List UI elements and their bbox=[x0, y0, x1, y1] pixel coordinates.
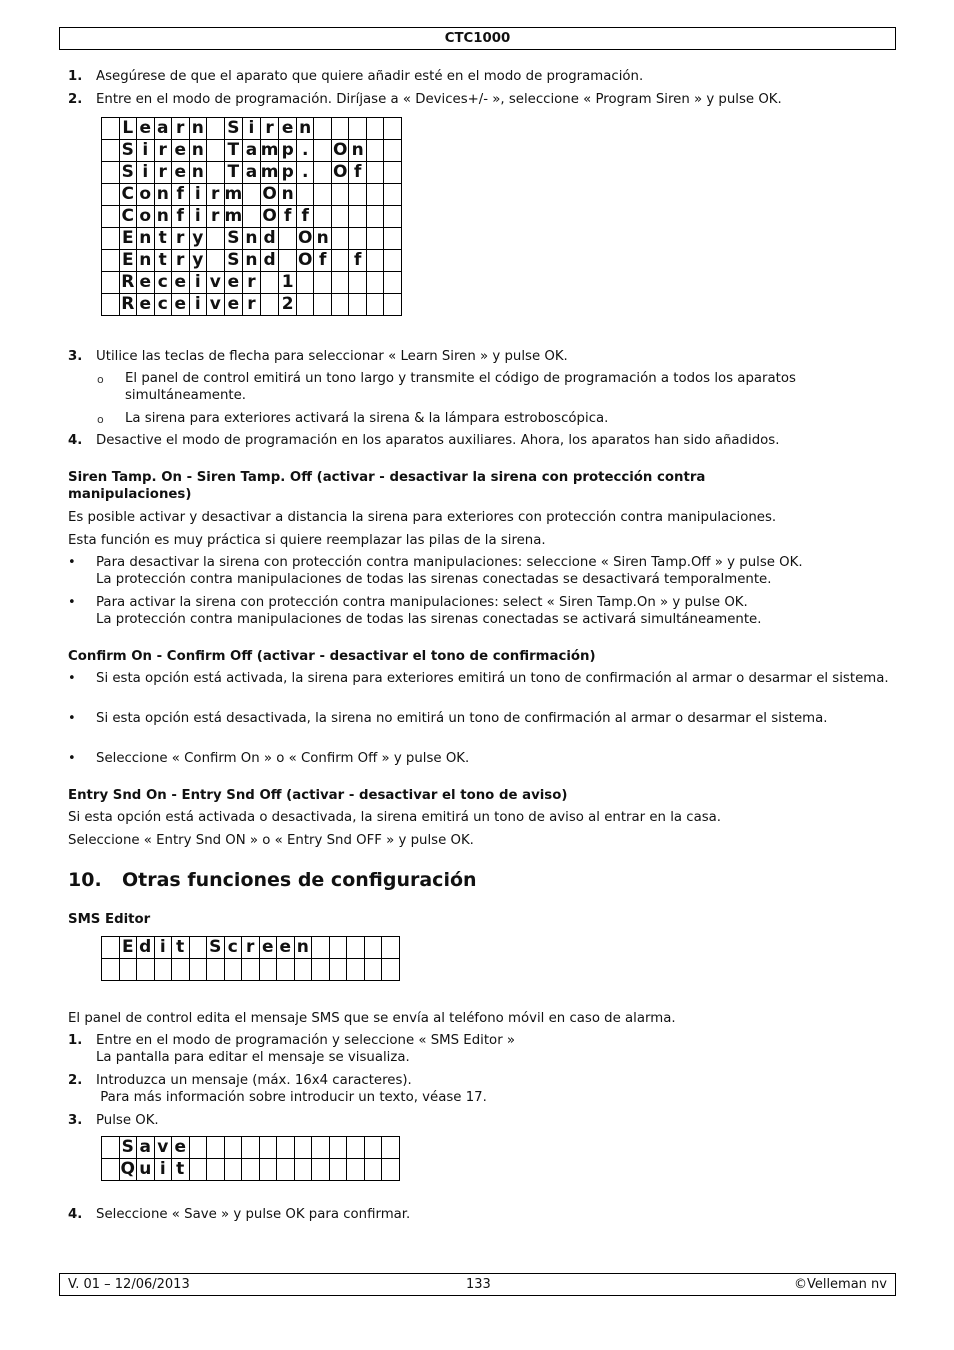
lcd-cell bbox=[242, 959, 260, 981]
lcd-cell: n bbox=[294, 937, 312, 959]
lcd-cell bbox=[294, 959, 312, 981]
lcd-cell bbox=[347, 1137, 365, 1159]
lcd-cell bbox=[384, 294, 402, 316]
lcd-row bbox=[102, 250, 402, 272]
lcd-row bbox=[102, 140, 402, 162]
lcd-cell: m bbox=[224, 206, 243, 226]
sub-bullet-text: La sirena para exteriores activará la sirena & la lámpara estroboscópica. bbox=[125, 411, 609, 426]
lcd-cell: n bbox=[137, 250, 155, 272]
step-text: Pulse OK. bbox=[96, 1113, 159, 1128]
lcd-cell bbox=[189, 959, 207, 981]
lcd-cell: m bbox=[224, 184, 243, 204]
lcd-cell: r bbox=[243, 272, 261, 294]
step-text: Entre en el modo de programación y seleccione « SMS Editor » bbox=[96, 1033, 516, 1048]
lcd-cell bbox=[243, 206, 261, 228]
lcd-cell: r bbox=[207, 206, 225, 228]
lcd-row bbox=[102, 1137, 400, 1159]
lcd-cell bbox=[364, 959, 382, 981]
lcd-cell bbox=[347, 937, 365, 959]
lcd-cell bbox=[207, 162, 225, 184]
lcd-cell: e bbox=[172, 140, 190, 162]
lcd-cell: a bbox=[243, 140, 261, 162]
lcd-cell: n bbox=[189, 140, 207, 162]
lcd-cell: e bbox=[137, 294, 155, 316]
bullet-text: Si esta opción está desactivada, la sirena no emitirá un tono de confirmación al armar o desarmar el sistema. bbox=[96, 711, 828, 726]
lcd-cell: e bbox=[172, 1137, 190, 1159]
lcd-cell: E bbox=[119, 228, 137, 250]
lcd-cell bbox=[349, 206, 367, 228]
lcd-cell: E bbox=[119, 250, 137, 272]
lcd-cell: S bbox=[119, 162, 137, 184]
lcd-cell: t bbox=[172, 1159, 190, 1181]
lcd-cell bbox=[349, 294, 367, 316]
lcd-cell bbox=[366, 272, 384, 294]
bullet-text: La protección contra manipulaciones de todas las sirenas conectadas se desactivará temporalmente. bbox=[96, 572, 772, 587]
document-title: CTC1000 bbox=[444, 31, 511, 46]
lcd-cell: u bbox=[137, 1159, 155, 1181]
paragraph: Seleccione « Entry Snd ON » o « Entry Snd OFF » y pulse OK. bbox=[68, 833, 474, 848]
lcd-cell bbox=[366, 140, 384, 162]
step-number: 2. bbox=[68, 92, 83, 107]
lcd-cell: O bbox=[260, 184, 279, 206]
lcd-row bbox=[102, 184, 402, 206]
lcd-cell: S bbox=[224, 250, 243, 272]
lcd-cell: e bbox=[224, 294, 243, 316]
step-text: Introduzca un mensaje (máx. 16x4 caracteres). bbox=[96, 1073, 412, 1088]
lcd-cell: n bbox=[189, 118, 207, 140]
lcd-cell: m bbox=[260, 162, 279, 182]
lcd-cell bbox=[329, 959, 347, 981]
lcd-cell: e bbox=[172, 294, 190, 316]
lcd-cell bbox=[347, 959, 365, 981]
bullet-text: Para desactivar la sirena con protección contra manipulaciones: seleccione « Siren Tamp.Off » y pulse OK. bbox=[96, 555, 803, 570]
lcd-cell: i bbox=[243, 118, 261, 140]
lcd-cell bbox=[189, 937, 207, 959]
lcd-cell: m bbox=[260, 140, 279, 160]
lcd-cell bbox=[314, 162, 332, 184]
lcd-cell: T bbox=[224, 140, 243, 162]
lcd-cell bbox=[207, 118, 225, 140]
lcd-cell: y bbox=[189, 228, 207, 250]
lcd-cell: n bbox=[137, 228, 155, 250]
lcd-cell bbox=[224, 1159, 242, 1181]
lcd-cell bbox=[329, 1159, 347, 1181]
lcd-cell bbox=[207, 1137, 225, 1159]
lcd-save-quit-grid bbox=[101, 1136, 400, 1181]
section-heading: Entry Snd On - Entry Snd Off (activar - desactivar el tono de aviso) bbox=[68, 788, 568, 803]
page-footer bbox=[59, 1273, 896, 1296]
lcd-cell: r bbox=[207, 184, 225, 206]
lcd-cell bbox=[384, 184, 402, 206]
lcd-cell bbox=[366, 250, 384, 272]
lcd-cell: i bbox=[137, 140, 155, 162]
lcd-cell: e bbox=[137, 272, 155, 294]
lcd-cell: t bbox=[154, 250, 172, 272]
lcd-cell bbox=[260, 272, 279, 294]
lcd-cell bbox=[314, 272, 332, 294]
step-text: Desactive el modo de programación en los aparatos auxiliares. Ahora, los aparatos han sido añadidos. bbox=[96, 433, 780, 448]
lcd-cell bbox=[102, 184, 120, 206]
lcd-cell: f bbox=[172, 184, 190, 206]
lcd-cell bbox=[224, 1137, 242, 1159]
lcd-cell bbox=[349, 272, 367, 294]
lcd-cell: S bbox=[119, 140, 137, 162]
lcd-cell bbox=[384, 250, 402, 272]
step-number: 1. bbox=[68, 1033, 83, 1048]
lcd-cell: E bbox=[119, 937, 137, 959]
lcd-cell bbox=[366, 162, 384, 184]
lcd-cell: t bbox=[172, 937, 190, 959]
lcd-cell: f bbox=[349, 162, 367, 184]
lcd-cell: c bbox=[154, 294, 172, 316]
lcd-cell: a bbox=[137, 1137, 155, 1159]
lcd-cell bbox=[102, 228, 120, 250]
lcd-cell bbox=[189, 1159, 207, 1181]
step-number: 1. bbox=[68, 69, 83, 84]
lcd-cell bbox=[242, 1159, 260, 1181]
bullet-text: Seleccione « Confirm On » o « Confirm Off » y pulse OK. bbox=[96, 751, 470, 766]
lcd-cell bbox=[102, 294, 120, 316]
lcd-cell: C bbox=[119, 206, 137, 228]
lcd-cell bbox=[382, 1137, 400, 1159]
lcd-cell bbox=[296, 272, 314, 294]
lcd-cell: r bbox=[154, 162, 172, 184]
lcd-cell bbox=[382, 959, 400, 981]
lcd-row bbox=[102, 937, 400, 959]
lcd-cell bbox=[331, 184, 349, 206]
lcd-cell bbox=[312, 1137, 330, 1159]
lcd-cell: p bbox=[279, 162, 297, 184]
lcd-cell: r bbox=[243, 294, 261, 316]
lcd-cell: R bbox=[119, 294, 137, 316]
lcd-cell bbox=[207, 959, 225, 981]
lcd-cell: n bbox=[154, 206, 172, 228]
step-number: 4. bbox=[68, 1207, 83, 1222]
lcd-cell: d bbox=[260, 250, 279, 272]
lcd-cell bbox=[384, 140, 402, 162]
lcd-cell: r bbox=[260, 118, 279, 140]
lcd-cell bbox=[384, 228, 402, 250]
lcd-cell: v bbox=[154, 1137, 172, 1159]
lcd-cell: n bbox=[243, 250, 261, 272]
lcd-cell bbox=[384, 272, 402, 294]
lcd-cell: S bbox=[119, 1137, 137, 1159]
lcd-cell: R bbox=[119, 272, 137, 294]
lcd-cell bbox=[331, 228, 349, 250]
lcd-cell bbox=[366, 294, 384, 316]
lcd-cell bbox=[259, 1137, 277, 1159]
lcd-cell: o bbox=[137, 206, 155, 228]
lcd-cell bbox=[224, 959, 242, 981]
lcd-cell bbox=[314, 118, 332, 140]
lcd-cell: O bbox=[260, 206, 279, 228]
lcd-row bbox=[102, 272, 402, 294]
step-number: 2. bbox=[68, 1073, 83, 1088]
lcd-cell: C bbox=[119, 184, 137, 206]
lcd-cell bbox=[243, 184, 261, 206]
lcd-cell: n bbox=[314, 228, 332, 250]
lcd-cell bbox=[314, 294, 332, 316]
lcd-cell: i bbox=[154, 937, 172, 959]
lcd-row bbox=[102, 1159, 400, 1181]
lcd-cell: e bbox=[277, 937, 295, 959]
lcd-cell: r bbox=[172, 118, 190, 140]
lcd-cell: n bbox=[349, 140, 367, 162]
lcd-cell bbox=[259, 1159, 277, 1181]
lcd-cell: i bbox=[189, 272, 207, 294]
lcd-cell: n bbox=[189, 162, 207, 184]
lcd-cell: 1 bbox=[279, 272, 297, 294]
lcd-row bbox=[102, 228, 402, 250]
lcd-cell bbox=[102, 1137, 120, 1159]
lcd-cell: 2 bbox=[279, 294, 297, 316]
step-number: 3. bbox=[68, 1113, 83, 1128]
lcd-cell bbox=[294, 1159, 312, 1181]
lcd-cell bbox=[207, 228, 225, 250]
lcd-cell: f bbox=[349, 250, 367, 272]
lcd-cell bbox=[382, 937, 400, 959]
lcd-cell bbox=[102, 140, 120, 162]
lcd-cell bbox=[296, 184, 314, 206]
step-text: Para más información sobre introducir un texto, véase 17. bbox=[96, 1090, 487, 1105]
lcd-cell bbox=[259, 959, 277, 981]
lcd-cell: f bbox=[314, 250, 332, 272]
lcd-cell: o bbox=[137, 184, 155, 206]
lcd-cell: d bbox=[260, 228, 279, 250]
lcd-cell bbox=[102, 250, 120, 272]
lcd-cell bbox=[331, 294, 349, 316]
lcd-cell bbox=[119, 959, 137, 981]
paragraph: Es posible activar y desactivar a distancia la sirena para exteriores con protección contra manipulaciones. bbox=[68, 510, 777, 525]
lcd-cell: L bbox=[119, 118, 137, 140]
lcd-cell bbox=[366, 118, 384, 140]
lcd-cell bbox=[349, 184, 367, 206]
lcd-edit-screen-grid bbox=[101, 936, 400, 981]
lcd-cell: O bbox=[332, 162, 348, 182]
lcd-cell bbox=[172, 959, 190, 981]
lcd-cell bbox=[102, 162, 120, 184]
lcd-cell: d bbox=[137, 937, 155, 959]
lcd-cell: a bbox=[154, 118, 172, 140]
lcd-cell bbox=[384, 162, 402, 184]
lcd-cell bbox=[364, 937, 382, 959]
lcd-cell bbox=[349, 228, 367, 250]
lcd-cell: f bbox=[279, 206, 297, 228]
lcd-cell bbox=[366, 184, 384, 206]
step-text: Asegúrese de que el aparato que quiere añadir esté en el modo de programación. bbox=[96, 69, 644, 84]
lcd-siren-menu-grid bbox=[101, 117, 402, 316]
lcd-cell bbox=[102, 118, 120, 140]
lcd-cell bbox=[277, 1159, 295, 1181]
lcd-cell: r bbox=[172, 228, 190, 250]
lcd-cell bbox=[312, 937, 330, 959]
lcd-cell: i bbox=[137, 162, 155, 184]
lcd-row bbox=[102, 118, 402, 140]
step-text: Utilice las teclas de flecha para seleccionar « Learn Siren » y pulse OK. bbox=[96, 349, 568, 364]
bullet-text: Para activar la sirena con protección contra manipulaciones: select « Siren Tamp.On » y pulse OK. bbox=[96, 595, 748, 610]
lcd-cell: r bbox=[172, 250, 190, 272]
section-heading: Confirm On - Confirm Off (activar - desactivar el tono de confirmación) bbox=[68, 649, 596, 664]
lcd-cell: t bbox=[154, 228, 172, 250]
lcd-cell bbox=[329, 1137, 347, 1159]
lcd-cell bbox=[207, 1159, 225, 1181]
lcd-cell: n bbox=[296, 118, 314, 140]
lcd-cell bbox=[366, 206, 384, 228]
step-text: La pantalla para editar el mensaje se visualiza. bbox=[96, 1050, 410, 1065]
lcd-cell bbox=[242, 1137, 260, 1159]
paragraph: El panel de control edita el mensaje SMS que se envía al teléfono móvil en caso de alarma. bbox=[68, 1011, 676, 1026]
lcd-cell bbox=[331, 118, 349, 140]
lcd-cell: e bbox=[259, 937, 277, 959]
lcd-cell: i bbox=[189, 184, 207, 206]
lcd-cell bbox=[331, 272, 349, 294]
lcd-cell: . bbox=[296, 162, 314, 184]
lcd-cell bbox=[331, 206, 349, 228]
footer-copyright: ©Velleman nv bbox=[793, 1277, 887, 1292]
lcd-cell bbox=[347, 1159, 365, 1181]
lcd-cell bbox=[207, 250, 225, 272]
sms-editor-heading: SMS Editor bbox=[68, 912, 151, 927]
lcd-cell bbox=[102, 959, 120, 981]
lcd-cell bbox=[331, 250, 349, 272]
lcd-row bbox=[102, 162, 402, 184]
lcd-cell bbox=[189, 1137, 207, 1159]
lcd-cell: e bbox=[279, 118, 297, 140]
lcd-cell: i bbox=[189, 206, 207, 228]
lcd-cell bbox=[137, 959, 155, 981]
step-number: 3. bbox=[68, 349, 83, 364]
sub-bullet-mark: o bbox=[97, 413, 104, 426]
chapter-heading bbox=[68, 868, 477, 892]
lcd-cell: e bbox=[224, 272, 243, 294]
lcd-cell: c bbox=[154, 272, 172, 294]
lcd-cell bbox=[349, 118, 367, 140]
step-text: Entre en el modo de programación. Diríjase a « Devices+/- », seleccione « Program Siren » y pulse OK. bbox=[96, 92, 782, 107]
lcd-cell bbox=[279, 250, 297, 272]
lcd-cell bbox=[102, 206, 120, 228]
lcd-cell: n bbox=[154, 184, 172, 206]
lcd-cell: e bbox=[137, 118, 155, 140]
lcd-row bbox=[102, 294, 402, 316]
lcd-cell bbox=[277, 959, 295, 981]
bullet-icon: • bbox=[68, 751, 76, 766]
lcd-cell: S bbox=[207, 937, 225, 959]
lcd-cell: r bbox=[242, 937, 260, 959]
lcd-cell bbox=[312, 1159, 330, 1181]
lcd-cell bbox=[102, 1159, 120, 1181]
lcd-cell: . bbox=[296, 140, 314, 162]
bullet-icon: • bbox=[68, 671, 76, 686]
page-header bbox=[59, 27, 896, 50]
lcd-row bbox=[102, 959, 400, 981]
chapter-number: 10. bbox=[68, 869, 102, 891]
bullet-text: Si esta opción está activada, la sirena para exteriores emitirá un tono de confirmación al armar o desarmar el sistema. bbox=[96, 671, 889, 686]
lcd-cell: p bbox=[279, 140, 297, 162]
lcd-cell: n bbox=[243, 228, 261, 250]
lcd-cell: f bbox=[172, 206, 190, 228]
bullet-icon: • bbox=[68, 595, 76, 610]
lcd-cell: S bbox=[224, 228, 243, 250]
lcd-cell bbox=[364, 1137, 382, 1159]
lcd-cell: y bbox=[189, 250, 207, 272]
lcd-cell: e bbox=[172, 162, 190, 184]
bullet-icon: • bbox=[68, 711, 76, 726]
lcd-cell: O bbox=[297, 228, 313, 248]
lcd-cell bbox=[102, 272, 120, 294]
lcd-cell: Q bbox=[120, 1159, 135, 1179]
lcd-cell bbox=[312, 959, 330, 981]
lcd-cell bbox=[102, 937, 120, 959]
lcd-cell bbox=[277, 1137, 295, 1159]
chapter-title: Otras funciones de configuración bbox=[122, 869, 477, 891]
lcd-cell bbox=[314, 184, 332, 206]
page-number: 133 bbox=[466, 1277, 491, 1292]
lcd-cell bbox=[364, 1159, 382, 1181]
lcd-cell bbox=[384, 206, 402, 228]
paragraph: Esta función es muy práctica si quiere reemplazar las pilas de la sirena. bbox=[68, 533, 546, 548]
lcd-cell: v bbox=[207, 294, 225, 316]
paragraph: Si esta opción está activada o desactivada, la sirena emitirá un tono de aviso al entrar en la casa. bbox=[68, 810, 722, 825]
lcd-cell: T bbox=[224, 162, 243, 184]
lcd-cell: i bbox=[189, 294, 207, 316]
footer-version: V. 01 – 12/06/2013 bbox=[68, 1277, 190, 1292]
bullet-icon: • bbox=[68, 555, 76, 570]
lcd-cell bbox=[366, 228, 384, 250]
lcd-cell: O bbox=[332, 140, 348, 160]
sub-bullet-mark: o bbox=[97, 373, 104, 386]
step-text: Seleccione « Save » y pulse OK para confirmar. bbox=[96, 1207, 411, 1222]
lcd-row bbox=[102, 206, 402, 228]
lcd-cell: v bbox=[207, 272, 225, 294]
lcd-cell: n bbox=[279, 184, 297, 206]
lcd-cell: c bbox=[224, 937, 242, 959]
lcd-cell: r bbox=[154, 140, 172, 162]
bullet-text: La protección contra manipulaciones de todas las sirenas conectadas se activará simultáneamente. bbox=[96, 612, 762, 627]
lcd-cell: S bbox=[224, 118, 243, 140]
lcd-cell bbox=[296, 294, 314, 316]
step-number: 4. bbox=[68, 433, 83, 448]
lcd-cell: a bbox=[243, 162, 261, 184]
lcd-cell bbox=[329, 937, 347, 959]
lcd-cell bbox=[382, 1159, 400, 1181]
lcd-cell: f bbox=[296, 206, 314, 228]
section-heading: Siren Tamp. On - Siren Tamp. Off (activar - desactivar la sirena con protección contra manipulaciones) bbox=[68, 470, 706, 502]
lcd-cell bbox=[279, 228, 297, 250]
lcd-cell bbox=[384, 118, 402, 140]
lcd-cell bbox=[207, 140, 225, 162]
lcd-cell bbox=[154, 959, 172, 981]
lcd-cell: e bbox=[172, 272, 190, 294]
lcd-cell: i bbox=[154, 1159, 172, 1181]
lcd-cell bbox=[294, 1137, 312, 1159]
sub-bullet-text: El panel de control emitirá un tono largo y transmite el código de programación a todos los aparatos simultáneamente. bbox=[125, 371, 796, 403]
lcd-cell bbox=[314, 140, 332, 162]
lcd-cell bbox=[260, 294, 279, 316]
lcd-cell: O bbox=[297, 250, 313, 270]
lcd-cell bbox=[314, 206, 332, 228]
